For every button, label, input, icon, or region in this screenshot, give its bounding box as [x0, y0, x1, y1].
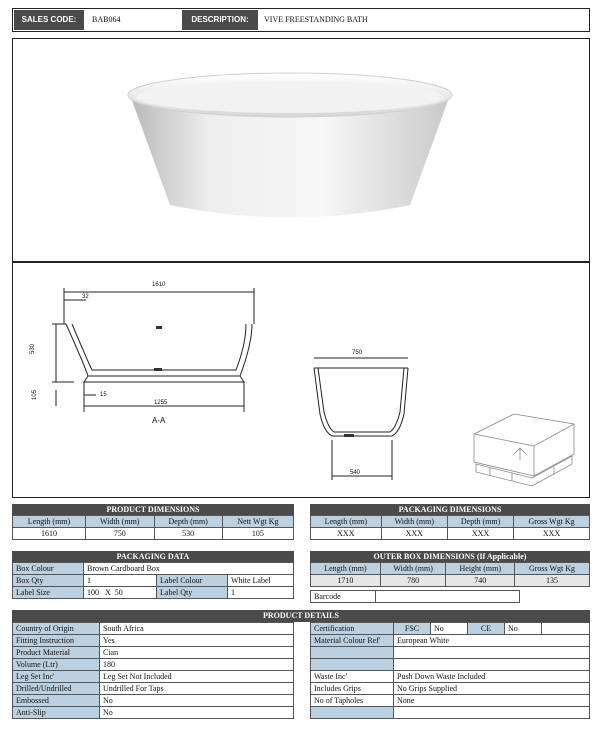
description-value: VIVE FREESTANDING BATH — [264, 15, 368, 24]
material-colour-value: European White — [394, 635, 590, 647]
dim-offset-label: 15 — [100, 392, 107, 398]
detail-label-fitting: Fitting Instruction — [13, 635, 100, 647]
ob-header-weight: Gross Wgt Kg — [515, 563, 590, 575]
packaging-data-title: PACKAGING DATA — [12, 551, 294, 562]
detail-value-volume: 180 — [100, 659, 294, 671]
pd-header-depth: Depth (mm) — [154, 516, 222, 528]
product-details-left-table — [12, 622, 294, 719]
label-size-value: 100 X 50 — [84, 587, 157, 599]
empty-value-3 — [394, 707, 590, 719]
waste-label: Waste Inc' — [311, 671, 394, 683]
detail-label-country: Country of Origin — [13, 623, 100, 635]
pk-header-depth: Depth (mm) — [447, 516, 513, 528]
product-details-title: PRODUCT DETAILS — [12, 610, 590, 622]
product-dimensions-table — [12, 515, 294, 540]
sales-code-label: SALES CODE: — [14, 10, 84, 30]
packaging-dimensions-table — [310, 515, 590, 540]
empty-value-1 — [394, 647, 590, 659]
label-colour-value: White Label — [228, 575, 294, 587]
dim-length-label: 1610 — [152, 282, 166, 288]
technical-drawing — [14, 264, 588, 496]
ob-height: 740 — [446, 575, 515, 587]
label-qty-label: Label Qty — [157, 587, 228, 599]
outer-box-title: OUTER BOX DIMENSIONS (If Applicable) — [310, 551, 590, 562]
pk-width: XXX — [381, 528, 447, 540]
barcode-value — [376, 591, 520, 603]
detail-label-leg-set: Leg Set Inc' — [13, 671, 100, 683]
tapholes-label: No of Tapholes — [311, 695, 394, 707]
fsc-value: No — [431, 623, 468, 634]
ce-label: CE — [468, 623, 505, 634]
grips-value: No Grips Supplied — [394, 683, 590, 695]
section-label: A-A — [152, 416, 166, 425]
barcode-label: Barcode — [311, 591, 376, 603]
detail-label-embossed: Embossed — [13, 695, 100, 707]
detail-label-drilled: Drilled/Undrilled — [13, 683, 100, 695]
label-size-label: Label Size — [13, 587, 84, 599]
detail-label-volume: Volume (Ltr) — [13, 659, 100, 671]
detail-value-drilled: Undrilled For Taps — [100, 683, 294, 695]
certification-label: Certification — [311, 623, 394, 635]
dim-width-label: 750 — [352, 350, 363, 356]
pd-header-width: Width (mm) — [85, 516, 154, 528]
box-qty-value: 1 — [84, 575, 157, 587]
sales-code-value: BAB064 — [92, 15, 121, 24]
fsc-label: FSC — [394, 623, 431, 634]
outer-box-table — [310, 562, 590, 587]
barcode-table — [310, 590, 520, 603]
product-dimensions-title: PRODUCT DIMENSIONS — [12, 504, 294, 515]
dim-base-width-label: 540 — [350, 470, 361, 476]
box-colour-label: Box Colour — [13, 563, 84, 575]
ob-length: 1710 — [311, 575, 381, 587]
pd-header-length: Length (mm) — [13, 516, 86, 528]
packaging-dimensions-title: PACKAGING DIMENSIONS — [310, 504, 590, 515]
bath-photo — [110, 70, 470, 240]
pk-header-weight: Gross Wgt Kg — [514, 516, 590, 528]
box-qty-label: Box Qty — [13, 575, 84, 587]
dim-rim-label: 32 — [82, 294, 89, 300]
dim-base-height-label: 105 — [32, 389, 39, 401]
detail-value-country: South Africa — [100, 623, 294, 635]
pd-length: 1610 — [13, 528, 86, 540]
detail-value-anti-slip: No — [100, 707, 294, 719]
packaging-data-table — [12, 562, 294, 599]
pk-header-length: Length (mm) — [311, 516, 382, 528]
pk-weight: XXX — [514, 528, 590, 540]
ob-header-width: Width (mm) — [380, 563, 446, 575]
pk-header-width: Width (mm) — [381, 516, 447, 528]
empty-label-2 — [311, 659, 394, 671]
ob-header-height: Height (mm) — [446, 563, 515, 575]
pk-depth: XXX — [447, 528, 513, 540]
label-qty-value: 1 — [228, 587, 294, 599]
pd-header-weight: Nett Wgt Kg — [222, 516, 293, 528]
detail-label-anti-slip: Anti-Slip — [13, 707, 100, 719]
detail-value-fitting: Yes — [100, 635, 294, 647]
pd-width: 750 — [85, 528, 154, 540]
ob-width: 780 — [380, 575, 446, 587]
detail-value-material: Cian — [100, 647, 294, 659]
tapholes-value: None — [394, 695, 590, 707]
box-colour-value: Brown Cardboard Box — [84, 563, 294, 575]
grips-label: Includes Grips — [311, 683, 394, 695]
pd-weight: 105 — [222, 528, 293, 540]
ob-weight: 135 — [515, 575, 590, 587]
empty-value-2 — [394, 659, 590, 671]
dim-base-length-label: 1255 — [154, 400, 168, 406]
dim-depth-label: 530 — [30, 343, 37, 355]
label-colour-label: Label Colour — [157, 575, 228, 587]
ce-value: No — [505, 623, 542, 634]
material-colour-label: Material Colour Ref' — [311, 635, 394, 647]
detail-label-material: Product Material — [13, 647, 100, 659]
product-details-right-table — [310, 622, 590, 719]
detail-value-leg-set: Leg Set Not Included — [100, 671, 294, 683]
waste-value: Push Down Waste Included — [394, 671, 590, 683]
pd-depth: 530 — [154, 528, 222, 540]
pk-length: XXX — [311, 528, 382, 540]
empty-label-3 — [311, 707, 394, 719]
detail-value-embossed: No — [100, 695, 294, 707]
ob-header-length: Length (mm) — [311, 563, 381, 575]
description-label: DESCRIPTION: — [182, 10, 258, 30]
empty-label-1 — [311, 647, 394, 659]
